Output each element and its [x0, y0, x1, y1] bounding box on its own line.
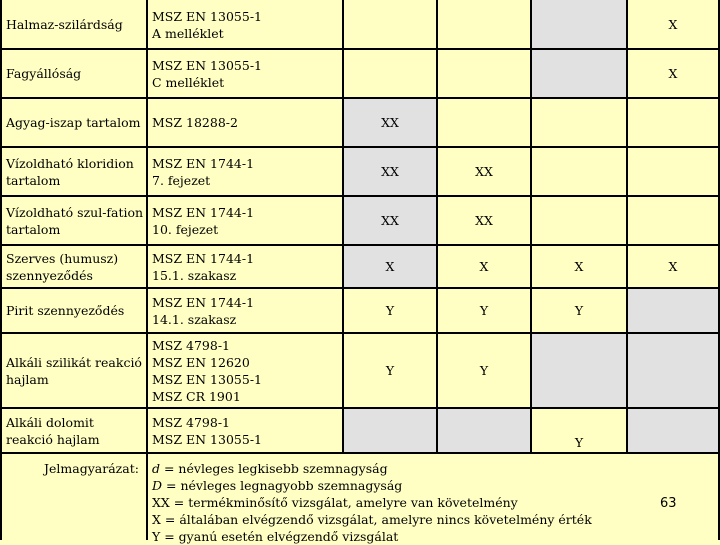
grey-cell — [627, 408, 720, 453]
requirement-mark: X — [668, 66, 678, 81]
grid-line — [530, 0, 532, 453]
requirement-mark: Y — [479, 303, 489, 318]
standard-cell: MSZ 4798-1 MSZ EN 13055-1 — [152, 414, 262, 447]
legend-label: Jelmagyarázat: — [44, 461, 139, 476]
legend-xx: XX = termékminősítő vizsgálat, amelyre van követelmény — [152, 495, 518, 510]
standard-cell: MSZ EN 1744-1 14.1. szakasz — [152, 294, 255, 327]
property-cell: Vízoldható kloridion tartalom — [6, 155, 134, 188]
legend-D-text: = névleges legnagyobb szemnagyság — [162, 478, 403, 493]
property-cell: Vízoldható szul-fation tartalom — [6, 204, 144, 237]
requirement-mark: X — [479, 259, 489, 274]
legend-x: X = általában elvégzendő vizsgálat, amelyre nincs követelmény érték — [152, 512, 592, 527]
legend-D — [152, 477, 592, 494]
grid-line — [0, 452, 720, 454]
requirement-mark: X — [385, 259, 395, 274]
property-cell: Halmaz-szilárdság — [6, 17, 123, 32]
property-cell: Agyag-iszap tartalom — [6, 115, 141, 130]
requirement-mark: Y — [479, 363, 489, 378]
legend-D-symbol: D — [152, 478, 163, 493]
requirement-mark: XX — [475, 213, 493, 228]
grid-line — [0, 0, 2, 540]
legend-d-symbol: d — [152, 461, 161, 476]
property-cell: Szerves (humusz) szennyeződés — [6, 250, 119, 283]
grid-line — [146, 0, 148, 540]
grid-line — [0, 287, 720, 289]
grid-line — [0, 244, 720, 246]
page-number: 63 — [660, 496, 677, 511]
standard-cell: MSZ EN 1744-1 15.1. szakasz — [152, 250, 255, 283]
requirement-mark: X — [668, 259, 678, 274]
requirement-mark: Y — [574, 435, 584, 450]
requirement-mark: X — [574, 259, 584, 274]
legend-d-text: = névleges legkisebb szemnagyság — [160, 461, 388, 476]
standard-cell: MSZ EN 1744-1 10. fejezet — [152, 204, 255, 237]
grid-line — [0, 146, 720, 148]
requirement-mark: Y — [574, 303, 584, 318]
property-cell: Fagyállóság — [6, 66, 82, 81]
standard-cell: MSZ EN 13055-1 C melléklet — [152, 57, 262, 90]
requirement-mark: XX — [381, 164, 399, 179]
standard-cell: MSZ EN 1744-1 7. fejezet — [152, 155, 255, 188]
requirement-mark: XX — [381, 115, 399, 130]
standard-cell: MSZ 4798-1 MSZ EN 12620 MSZ EN 13055-1 MSZ CR 1901 — [152, 337, 262, 404]
legend — [152, 460, 592, 545]
requirement-mark: XX — [475, 164, 493, 179]
property-cell: Alkáli szilikát reakció hajlam — [6, 354, 142, 387]
legend-y: Y = gyanú esetén elvégzendő vizsgálat — [152, 529, 399, 544]
requirement-mark: Y — [385, 303, 395, 318]
grid-line — [436, 0, 438, 453]
grid-line — [0, 195, 720, 197]
grid-line — [0, 407, 720, 409]
requirement-mark: XX — [381, 213, 399, 228]
grid-line — [0, 48, 720, 50]
requirement-mark: X — [668, 17, 678, 32]
grid-line — [0, 97, 720, 99]
grey-cell — [627, 288, 720, 333]
grid-line — [626, 0, 628, 453]
grid-line — [0, 332, 720, 334]
legend-d — [152, 460, 592, 477]
property-cell: Alkáli dolomit reakció hajlam — [6, 414, 100, 447]
standard-cell: MSZ 18288-2 — [152, 115, 238, 130]
property-cell: Pirit szennyeződés — [6, 303, 125, 318]
standard-cell: MSZ EN 13055-1 A melléklet — [152, 8, 262, 41]
requirement-mark: Y — [385, 363, 395, 378]
grid-line — [342, 0, 344, 453]
